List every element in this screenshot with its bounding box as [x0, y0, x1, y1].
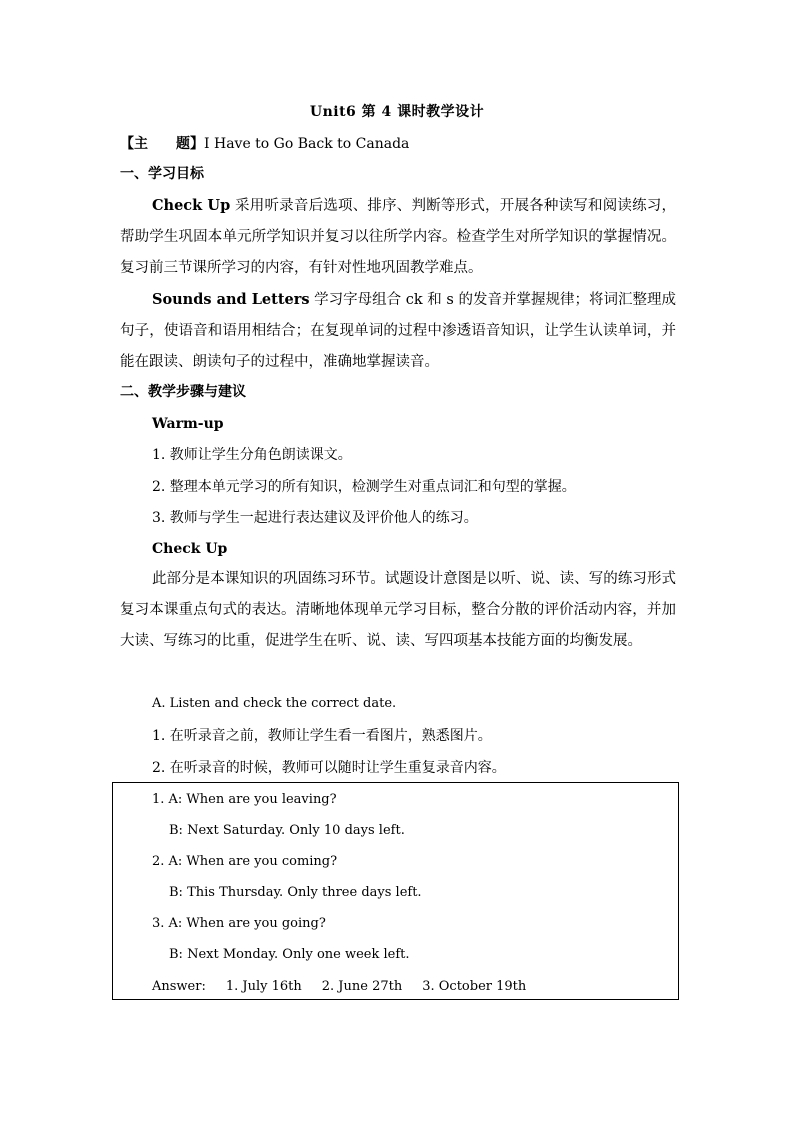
dialogue-line-b: B: Next Monday. Only one week left.: [169, 947, 410, 962]
warmup-item: 2. 整理本单元学习的所有知识，检测学生对重点词汇和句型的掌握。: [152, 479, 576, 495]
dialogue-line-a: 3. A: When are you going?: [152, 916, 326, 931]
activity-a-instruction: A. Listen and check the correct date.: [152, 696, 397, 711]
dialogue-line-a: 2. A: When are you coming?: [152, 854, 338, 869]
answer-line: [152, 978, 526, 996]
answer-item: 2. June 27th: [321, 979, 403, 994]
dialogue-line-b: B: This Thursday. Only three days left.: [169, 885, 422, 900]
checkup-paragraph: 此部分是本课知识的巩固练习环节。试题设计意图是以听、说、读、写的练习形式复习本课重点句式的表达。清晰地体现单元学习目标，整合分散的评价活动内容，并加大读、写练习的比重，促进学生在听、说、读、写四项基本技能方面的均衡发展。: [120, 571, 676, 649]
dialogue-line-a: 1. A: When are you leaving?: [152, 792, 337, 807]
warmup-heading: Warm-up: [152, 416, 224, 432]
checkup-lead: Check Up: [152, 197, 231, 214]
warmup-item: 3. 教师与学生一起进行表达建议及评价他人的练习。: [152, 510, 478, 526]
activity-step: 1. 在听录音之前，教师让学生看一看图片，熟悉图片。: [152, 728, 492, 744]
dialogue-line-b: B: Next Saturday. Only 10 days left.: [169, 823, 405, 838]
sounds-lead: Sounds and Letters: [152, 291, 310, 308]
answer-item: 3. October 19th: [422, 979, 527, 994]
topic-value: I Have to Go Back to Canada: [204, 136, 410, 152]
sounds-objective-paragraph: [120, 284, 676, 378]
checkup-objective-paragraph: [120, 190, 676, 284]
warmup-item: 1. 教师让学生分角色朗读课文。: [152, 447, 352, 463]
topic-label: 【主 题】: [120, 136, 204, 152]
section-heading-steps: 二、教学步骤与建议: [120, 384, 246, 400]
checkup-heading: Check Up: [152, 541, 228, 557]
sounds-objective-text: 学习字母组合 ck 和 s 的发音并掌握规律；将词汇整理成句子，使语音和语用相结合；在复现单词的过程中渗透语音知识，让学生认读单词，并能在跟读、朗读句子的过程中，准确地掌握读音。: [120, 292, 676, 370]
script-answer-box: [112, 782, 679, 1000]
checkup-objective-text: 采用听录音后选项、排序、判断等形式，开展各种读写和阅读练习，帮助学生巩固本单元所学知识并复习以往所学内容。检查学生对所学知识的掌握情况。复习前三节课所学习的内容，有针对性地巩固教学难点。: [120, 198, 677, 276]
answer-label: Answer:: [152, 979, 206, 994]
section-heading-objectives: 一、学习目标: [120, 166, 204, 182]
page-title: Unit6 第 4 课时教学设计: [309, 104, 485, 120]
answer-item: 1. July 16th: [225, 979, 302, 994]
activity-step: 2. 在听录音的时候，教师可以随时让学生重复录音内容。: [152, 760, 506, 776]
topic-line: [120, 134, 409, 154]
